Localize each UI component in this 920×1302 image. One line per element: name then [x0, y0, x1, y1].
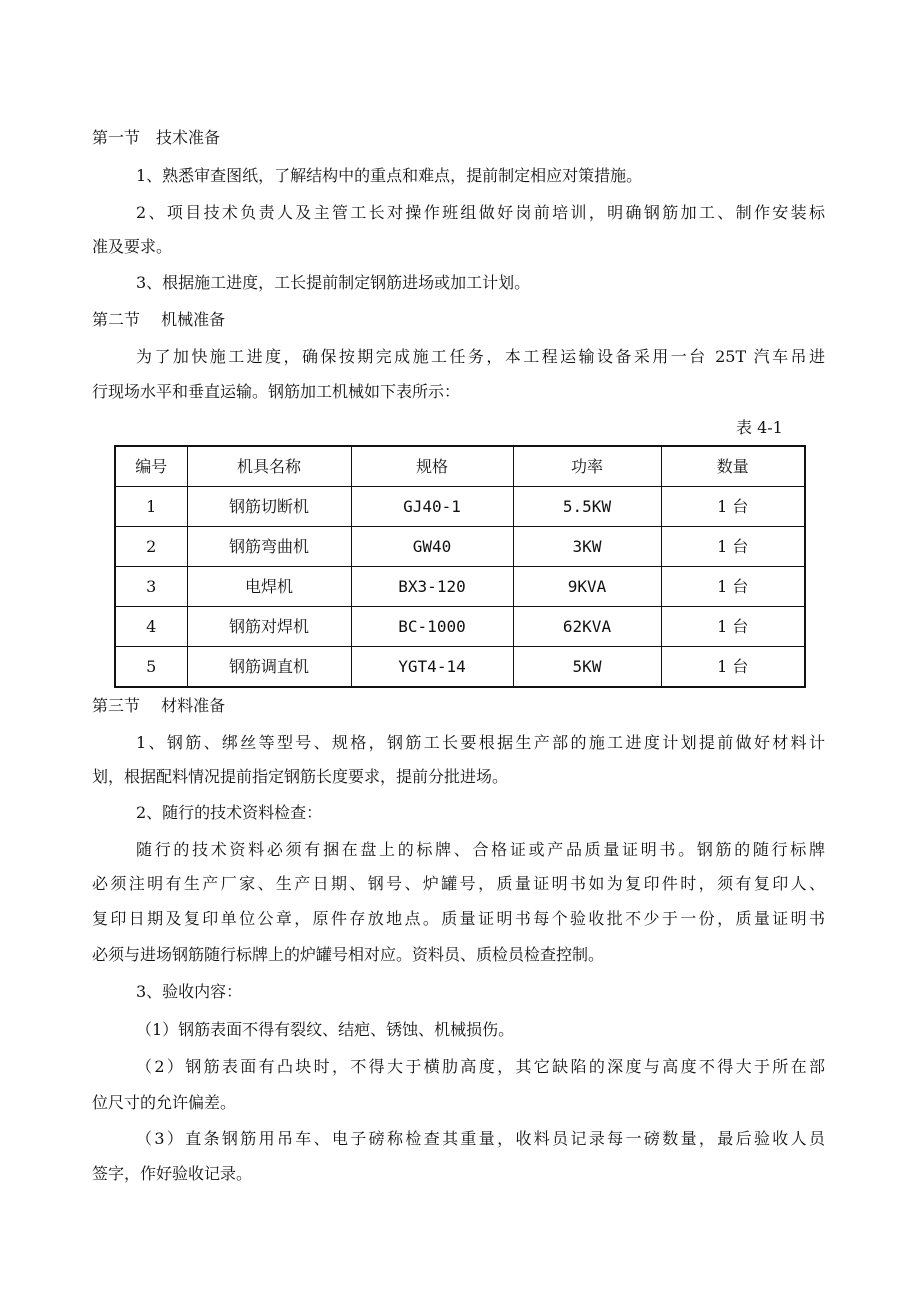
header-number: 编号 — [115, 446, 187, 487]
cell-quantity: 1 台 — [661, 607, 805, 647]
section1-heading: 第一节 技术准备 — [92, 128, 221, 147]
header-spec: 规格 — [351, 446, 513, 487]
table-header-row — [115, 446, 805, 487]
cell-number: 4 — [115, 607, 187, 647]
cell-quantity: 1 台 — [661, 487, 805, 527]
cell-power: 3KW — [513, 527, 661, 567]
cell-number: 2 — [115, 527, 187, 567]
cell-quantity: 1 台 — [661, 647, 805, 688]
section1-paragraph-2-line-2: 准及要求。 — [92, 237, 173, 256]
cell-quantity: 1 台 — [661, 567, 805, 607]
section3-heading: 第三节 材料准备 — [92, 696, 226, 715]
cell-machine-name: 钢筋对焊机 — [187, 607, 351, 647]
cell-power: 62KVA — [513, 607, 661, 647]
section3-paragraph-2: 2、随行的技术资料检查： — [136, 803, 323, 822]
section1-paragraph-2-line-1: 2、项目技术负责人及主管工长对操作班组做好岗前培训，明确钢筋加工、制作安装标 — [136, 203, 825, 222]
cell-spec: YGT4-14 — [351, 647, 513, 688]
table-row — [115, 567, 805, 607]
section2-paragraph-1-line-1: 为了加快施工进度，确保按期完成施工任务，本工程运输设备采用一台 25T 汽车吊进 — [136, 347, 825, 366]
header-power: 功率 — [513, 446, 661, 487]
section3-paragraph-3-line-3: 复印日期及复印单位公章，原件存放地点。质量证明书每个验收批不少于一份，质量证明书 — [92, 909, 825, 928]
cell-spec: BX3-120 — [351, 567, 513, 607]
section1-paragraph-3: 3、根据施工进度，工长提前制定钢筋进场或加工计划。 — [136, 273, 531, 292]
section3-paragraph-3-line-2: 必须注明有生产厂家、生产日期、钢号、炉罐号，质量证明书如为复印件时，须有复印人、 — [92, 874, 825, 893]
header-machine-name: 机具名称 — [187, 446, 351, 487]
cell-spec: BC-1000 — [351, 607, 513, 647]
cell-spec: GW40 — [351, 527, 513, 567]
section2-paragraph-1-line-2: 行现场水平和垂直运输。钢筋加工机械如下表所示： — [92, 382, 461, 401]
cell-power: 5KW — [513, 647, 661, 688]
section3-paragraph-6-line-1: （2）钢筋表面有凸块时，不得大于横肋高度，其它缺陷的深度与高度不得大于所在部 — [136, 1057, 825, 1076]
table-row — [115, 487, 805, 527]
cell-power: 5.5KW — [513, 487, 661, 527]
section3-paragraph-4: 3、验收内容： — [136, 982, 243, 1001]
cell-spec: GJ40-1 — [351, 487, 513, 527]
section1-paragraph-1: 1、熟悉审查图纸，了解结构中的重点和难点，提前制定相应对策措施。 — [136, 166, 643, 185]
section3-paragraph-3-line-1: 随行的技术资料必须有捆在盘上的标牌、合格证或产品质量证明书。钢筋的随行标牌 — [136, 840, 825, 859]
section3-paragraph-6-line-2: 位尺寸的允许偏差。 — [92, 1093, 237, 1112]
table-caption: 表 4-1 — [736, 418, 783, 437]
cell-power: 9KVA — [513, 567, 661, 607]
cell-machine-name: 电焊机 — [187, 567, 351, 607]
section3-paragraph-1-line-1: 1、钢筋、绑丝等型号、规格，钢筋工长要根据生产部的施工进度计划提前做好材料计 — [136, 733, 825, 752]
section3-paragraph-1-line-2: 划，根据配料情况提前指定钢筋长度要求，提前分批进场。 — [92, 767, 509, 786]
cell-quantity: 1 台 — [661, 527, 805, 567]
machinery-table — [114, 445, 806, 688]
header-quantity: 数量 — [661, 446, 805, 487]
section2-heading: 第二节 机械准备 — [92, 310, 226, 329]
section3-paragraph-5: （1）钢筋表面不得有裂纹、结疤、锈蚀、机械损伤。 — [136, 1020, 515, 1039]
section3-paragraph-7-line-1: （3）直条钢筋用吊车、电子磅称检查其重量，收料员记录每一磅数量，最后验收人员 — [136, 1129, 825, 1148]
table-row — [115, 647, 805, 688]
cell-machine-name: 钢筋弯曲机 — [187, 527, 351, 567]
section3-paragraph-7-line-2: 签字，作好验收记录。 — [92, 1164, 253, 1183]
cell-machine-name: 钢筋调直机 — [187, 647, 351, 688]
cell-machine-name: 钢筋切断机 — [187, 487, 351, 527]
cell-number: 1 — [115, 487, 187, 527]
section3-paragraph-3-line-4: 必须与进场钢筋随行标牌上的炉罐号相对应。资料员、质检员检查控制。 — [92, 945, 605, 964]
cell-number: 3 — [115, 567, 187, 607]
cell-number: 5 — [115, 647, 187, 688]
table-row — [115, 527, 805, 567]
table-row — [115, 607, 805, 647]
